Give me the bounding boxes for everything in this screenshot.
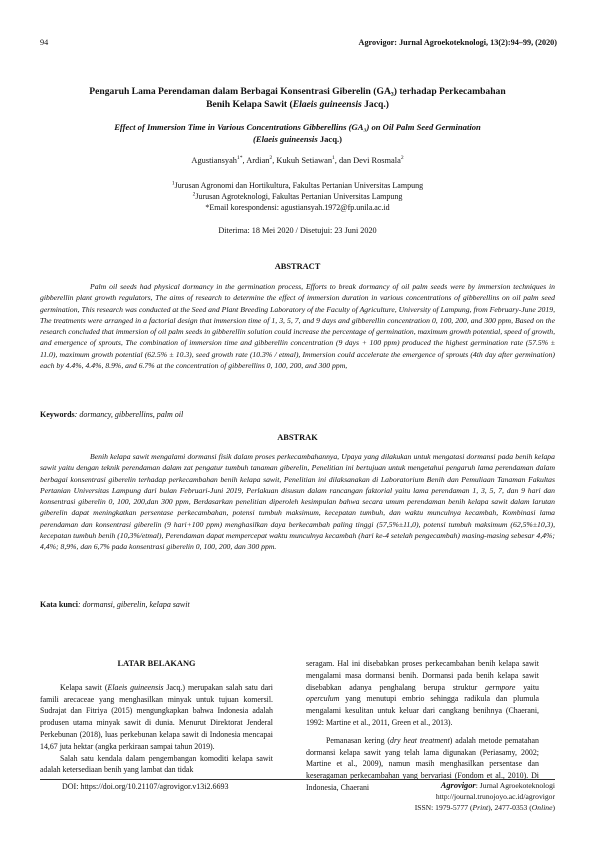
- affiliation-2-text: Jurusan Agroteknologi, Fakultas Pertanian Universitas Lampung: [195, 192, 403, 201]
- author-1: Agustiansyah: [191, 156, 237, 165]
- issn-online: Online: [531, 803, 553, 812]
- issn-part-b: ), 2477-0353 (: [488, 803, 532, 812]
- p3-part-a: seragam. Hal ini disebabkan proses perkecambahan benih kelapa sawit mengalami masa dormansi benih. Dormansi pada benih kelapa sawit disebabkan adanya penghalang berupa struktur: [306, 659, 539, 692]
- title-id-part2: Benih Kelapa Sawit (: [206, 99, 293, 110]
- kata-kunci: [40, 600, 555, 609]
- issn-line: [415, 802, 555, 813]
- p4-part-a: Pemanasan kering (: [326, 735, 391, 745]
- author-3: , Kukuh Setiawan: [272, 156, 333, 165]
- title-en-part2: (Elaeis guineensis: [252, 134, 320, 144]
- author-2: , Ardian: [242, 156, 270, 165]
- paragraph-1: [40, 682, 273, 753]
- p3-operculum: operculum: [306, 694, 340, 704]
- issn-part-a: ISSN: 1979-5777 (: [414, 803, 473, 812]
- issn-part-c: ): [552, 803, 555, 812]
- journal-issue: 13(2):94–99, (2020): [490, 38, 557, 47]
- abstract-body: Palm oil seeds had physical dormancy in the germination process, Efforts to break dormancy of oil palm seeds were by immersion techniques in gibberellin plant growth regulators, The aims of research to determine the effect of immersion duration in various concentrations of gibberellins on oil palm seed germination, This research was conducted at the Seed and Plant Breeding Laboratory of the Faculty of Agriculture, University of Lampung, from February-June 2019, The treatments were arranged in a factorial design that immersion time of 1, 3, 5, 7, and 9 days and gibberellin concentration 0, 100, 200, and 300 ppm, Based on the research concluded that immersion of oil palm seeds in gibberellin solution could increase the percentage of germination, maximum growth potential, speed of growth, and emergence of sprouts, The combination of immersion time and gibberellin concentration (9 days + 100 ppm) produced the highest germination rate (57.5% ± 11.0), maximum growth potential (62.5% ± 10.3), seed growth rate (10.3% / etmal), Immersion could accelerate the emergence of sprouts (4th day after germination) each by 4.4%, 4.4%, 8.9%, and 6.7% at the concentration of gibberellins 0, 100, 200, and 300 ppm,: [40, 282, 555, 371]
- affiliation-1-sup: 1: [171, 180, 175, 187]
- keywords-label: Keywords: [40, 410, 75, 419]
- affiliation-1: [55, 180, 540, 191]
- kata-kunci-label: Kata kunci: [40, 600, 79, 609]
- abstrak-body: Benih kelapa sawit mengalami dormansi fisik dalam proses perkecambahannya, Upaya yang dilakukan untuk mengatasi dormansi pada benih kelapa sawit yaitu dengan teknik perendaman dalam zat pengatur tumbuh tanaman giberelin, Penelitian ini bertujuan untuk mengetahui pengaruh lama perendaman dalam berbagai konsentrasi giberelin terhadap perkecambahan benih kelapa sawit, Penelitian ini dilaksanakan di Laboratorium Benih dan Pemuliaan Tanaman Fakultas Pertanian Universitas Lampung dari bulan Februari-Juni 2019, Perlakuan disusun dalam rancangan faktorial yaitu lama perendaman 1, 3, 5, 7, dan 9 hari dan konsentrasi giberelin 0, 100, 200,dan 300 ppm, Berdasarkan penelitian diperoleh kesimpulan bahwa secara umum perendaman benih kelapa sawit dalam larutan giberelin dapat meningkatkan persentase perkecambahan, potensi tumbuh maksimum, kecepatan tumbuh, dan waktu munculnya kecambah, Kombinasi lama perendaman dan konsentrasi giberelin (9 hari+100 ppm) menghasilkan daya berkecambah paling tinggi (57,5%±11,0), potensi tumbuh maksimum (62,5%±10,3), kecepatan tumbuh benih (10,3%/etmal), Perendaman dapat mempercepat waktu munculnya kecambah (hari ke-4 setelah pengecambah) masing-masing sebesar 4,4%; 4,4%; 8,9%, dan 6,7% pada konsentrasi giberelin 0, 100, 200, dan 300 ppm.: [40, 452, 555, 552]
- body-column-right: [306, 658, 539, 794]
- author-2-sup: 2: [269, 155, 273, 162]
- title-en-part3: Jacq.): [319, 134, 343, 144]
- correspondence-email: *Email korespondensi: agustiansyah.1972@fp.unila.ac.id: [205, 203, 390, 212]
- body-column-left: [40, 658, 273, 776]
- keywords: [40, 410, 555, 419]
- page-number: 94: [40, 38, 49, 47]
- title-en-line1: Effect of Immersion Time in Various Concentrations Gibberellins (GA₃) on Oil Palm Seed Germination: [114, 122, 481, 132]
- affiliation-1-text: Jurusan Agronomi dan Hortikultura, Fakultas Pertanian Universitas Lampung: [174, 181, 424, 190]
- footer-journal-line: [415, 780, 555, 791]
- affiliation-2: [55, 191, 540, 202]
- author-4-sup: 2: [400, 155, 404, 162]
- keywords-text: : dormancy, gibberellins, palm oil: [74, 410, 184, 419]
- footer-journal-name: : Jurnal Agroekoteknologi: [475, 781, 555, 790]
- author-list: [55, 156, 540, 165]
- journal-name: Agrovigor: Jurnal Agroekoteknologi,: [358, 38, 489, 47]
- abstract-heading: ABSTRACT: [274, 262, 321, 271]
- doi-link[interactable]: DOI: https://doi.org/10.21107/agrovigor.v13i2.6693: [62, 782, 229, 791]
- footer-journal-info: [415, 780, 555, 813]
- author-3-sup: 1: [332, 155, 335, 162]
- p4-term: dry heat treatment: [390, 735, 450, 745]
- affiliation-2-sup: 2: [192, 191, 196, 198]
- journal-url[interactable]: http://journal.trunojoyo.ac.id/agrovigor: [435, 792, 555, 801]
- p1-species: Elaeis guineensis: [107, 682, 164, 692]
- affiliations: [55, 180, 540, 213]
- issn-print: Print: [472, 803, 489, 812]
- title-id-line2: [55, 98, 540, 111]
- section-heading-latar-belakang: LATAR BELAKANG: [117, 659, 196, 668]
- title-id-line1: Pengaruh Lama Perendaman dalam Berbagai Konsentrasi Giberelin (GA₃) terhadap Perkecambahan: [89, 86, 506, 97]
- author-4: , dan Devi Rosmala: [334, 156, 401, 165]
- p3-germpore: germpore: [485, 682, 516, 692]
- p1-part-a: Kelapa sawit (: [60, 682, 108, 692]
- journal-logo: Agrovigor: [440, 781, 476, 790]
- p4-part-b: ) adalah metode pematahan dormansi kelapa sawit yang telah lama digunakan (Periasamy, 2002; Martine et al., 2009), namun masih menghasilkan persentase dan keseragaman perkecambahan yang bervariasi (Fondom et al., 2010). Di Indonesia, Chaerani: [306, 735, 539, 792]
- paragraph-3: [306, 658, 539, 729]
- kata-kunci-text: : dormansi, giberelin, kelapa sawit: [78, 600, 190, 609]
- p3-part-c: yang menutupi embrio sehingga radikula dan plumula mengalami kesulitan untuk keluar dari cangkang benihnya (Chaerani, 1992: Martine et al., 2011, Green et al., 2013).: [306, 694, 539, 727]
- p1-part-b: Jacq.) merupakan salah satu dari famili arecaceae yang menghasilkan minyak untuk tujuan komersil. Sudrajat dan Fitriya (2015) mengungkapkan bahwa Indonesia adalah produsen utama minyak sawit di dunia. Menurut Direktorat Jenderal Perkebunan (2018), luas perkebunan kelapa sawit di Indonesia mencapai 14,67 juta hektar (angka perkiraan sampai tahun 2019).: [40, 682, 273, 751]
- paragraph-2: Salah satu kendala dalam pengembangan komoditi kelapa sawit adalah ketersediaan benih yang lambat dan tidak: [40, 753, 273, 775]
- received-accepted-dates: Diterima: 18 Mei 2020 / Disetujui: 23 Juni 2020: [218, 226, 377, 235]
- title-id-part3: Jacq.): [361, 99, 389, 110]
- p3-part-b: yaitu: [515, 682, 539, 692]
- journal-citation: [359, 38, 557, 47]
- running-header: [40, 38, 557, 50]
- title-en-line2: [55, 133, 540, 145]
- title-id-species: Elaeis guineensis: [292, 99, 362, 110]
- abstrak-heading: ABSTRAK: [277, 433, 318, 442]
- title-indonesian: [55, 85, 540, 111]
- title-english: [55, 121, 540, 145]
- author-1-sup: 1*: [237, 155, 243, 162]
